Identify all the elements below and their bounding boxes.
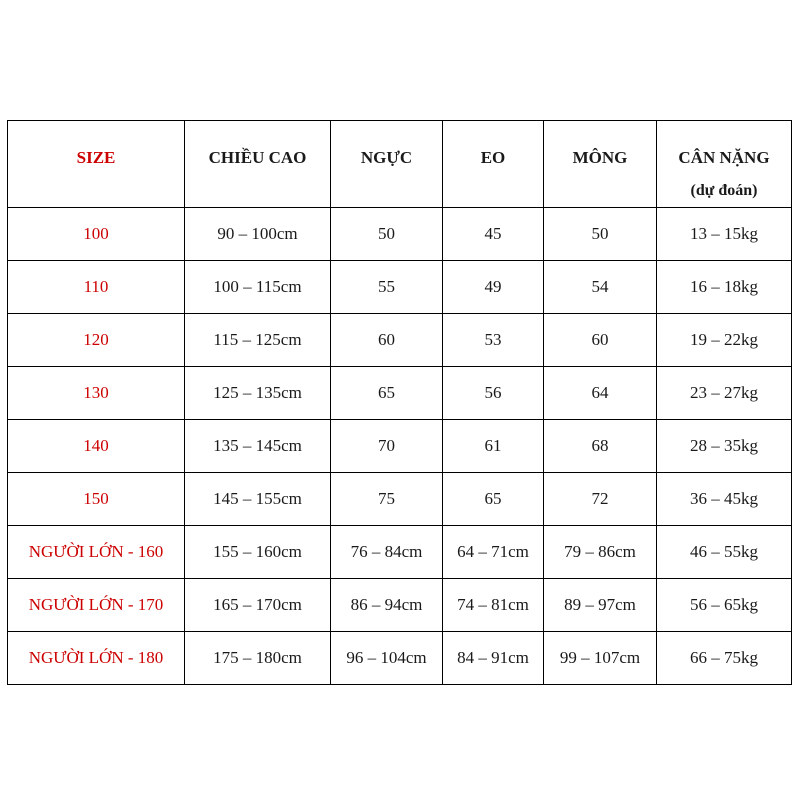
cell-waist: 56 xyxy=(443,367,544,420)
cell-chest: 50 xyxy=(331,208,443,261)
table-body xyxy=(8,208,792,685)
cell-hip: 99 – 107cm xyxy=(544,632,657,685)
cell-weight: 23 – 27kg xyxy=(657,367,792,420)
cell-hip: 68 xyxy=(544,420,657,473)
cell-weight: 16 – 18kg xyxy=(657,261,792,314)
cell-waist: 61 xyxy=(443,420,544,473)
cell-chest: 65 xyxy=(331,367,443,420)
cell-size: NGƯỜI LỚN - 170 xyxy=(8,579,185,632)
cell-height: 155 – 160cm xyxy=(185,526,331,579)
cell-waist: 45 xyxy=(443,208,544,261)
header-hip-label: MÔNG xyxy=(572,148,628,167)
header-waist xyxy=(443,121,544,208)
cell-size: 150 xyxy=(8,473,185,526)
table-row xyxy=(8,579,792,632)
table-row xyxy=(8,473,792,526)
cell-waist: 74 – 81cm xyxy=(443,579,544,632)
header-height-label: CHIỀU CAO xyxy=(208,148,307,167)
cell-size: 140 xyxy=(8,420,185,473)
cell-waist: 53 xyxy=(443,314,544,367)
cell-hip: 79 – 86cm xyxy=(544,526,657,579)
cell-weight: 19 – 22kg xyxy=(657,314,792,367)
cell-chest: 96 – 104cm xyxy=(331,632,443,685)
cell-waist: 64 – 71cm xyxy=(443,526,544,579)
cell-size: 130 xyxy=(8,367,185,420)
cell-hip: 50 xyxy=(544,208,657,261)
cell-size: NGƯỜI LỚN - 160 xyxy=(8,526,185,579)
cell-hip: 72 xyxy=(544,473,657,526)
header-size-label: SIZE xyxy=(76,148,116,167)
header-weight xyxy=(657,121,792,208)
cell-height: 145 – 155cm xyxy=(185,473,331,526)
cell-height: 135 – 145cm xyxy=(185,420,331,473)
table-row xyxy=(8,420,792,473)
table-row xyxy=(8,208,792,261)
cell-height: 100 – 115cm xyxy=(185,261,331,314)
cell-weight: 56 – 65kg xyxy=(657,579,792,632)
cell-weight: 46 – 55kg xyxy=(657,526,792,579)
header-hip xyxy=(544,121,657,208)
cell-height: 165 – 170cm xyxy=(185,579,331,632)
size-chart-table xyxy=(7,120,792,685)
cell-weight: 28 – 35kg xyxy=(657,420,792,473)
cell-height: 175 – 180cm xyxy=(185,632,331,685)
table-row xyxy=(8,367,792,420)
header-weight-sublabel: (dự đoán) xyxy=(690,182,758,199)
cell-height: 125 – 135cm xyxy=(185,367,331,420)
header-size xyxy=(8,121,185,208)
table-row xyxy=(8,261,792,314)
cell-chest: 76 – 84cm xyxy=(331,526,443,579)
cell-weight: 36 – 45kg xyxy=(657,473,792,526)
cell-chest: 55 xyxy=(331,261,443,314)
table-row xyxy=(8,314,792,367)
cell-hip: 64 xyxy=(544,367,657,420)
cell-waist: 65 xyxy=(443,473,544,526)
cell-size: 100 xyxy=(8,208,185,261)
table-row xyxy=(8,526,792,579)
cell-weight: 13 – 15kg xyxy=(657,208,792,261)
cell-height: 90 – 100cm xyxy=(185,208,331,261)
cell-weight: 66 – 75kg xyxy=(657,632,792,685)
header-waist-label: EO xyxy=(480,148,506,167)
cell-chest: 70 xyxy=(331,420,443,473)
header-height xyxy=(185,121,331,208)
header-chest-label: NGỰC xyxy=(360,148,413,167)
header-chest xyxy=(331,121,443,208)
cell-waist: 49 xyxy=(443,261,544,314)
table-row xyxy=(8,632,792,685)
cell-waist: 84 – 91cm xyxy=(443,632,544,685)
cell-chest: 86 – 94cm xyxy=(331,579,443,632)
cell-size: 120 xyxy=(8,314,185,367)
cell-hip: 60 xyxy=(544,314,657,367)
cell-chest: 75 xyxy=(331,473,443,526)
cell-size: NGƯỜI LỚN - 180 xyxy=(8,632,185,685)
cell-size: 110 xyxy=(8,261,185,314)
cell-chest: 60 xyxy=(331,314,443,367)
cell-hip: 89 – 97cm xyxy=(544,579,657,632)
cell-hip: 54 xyxy=(544,261,657,314)
cell-height: 115 – 125cm xyxy=(185,314,331,367)
header-weight-label: CÂN NẶNG xyxy=(678,148,770,167)
header-row xyxy=(8,121,792,208)
